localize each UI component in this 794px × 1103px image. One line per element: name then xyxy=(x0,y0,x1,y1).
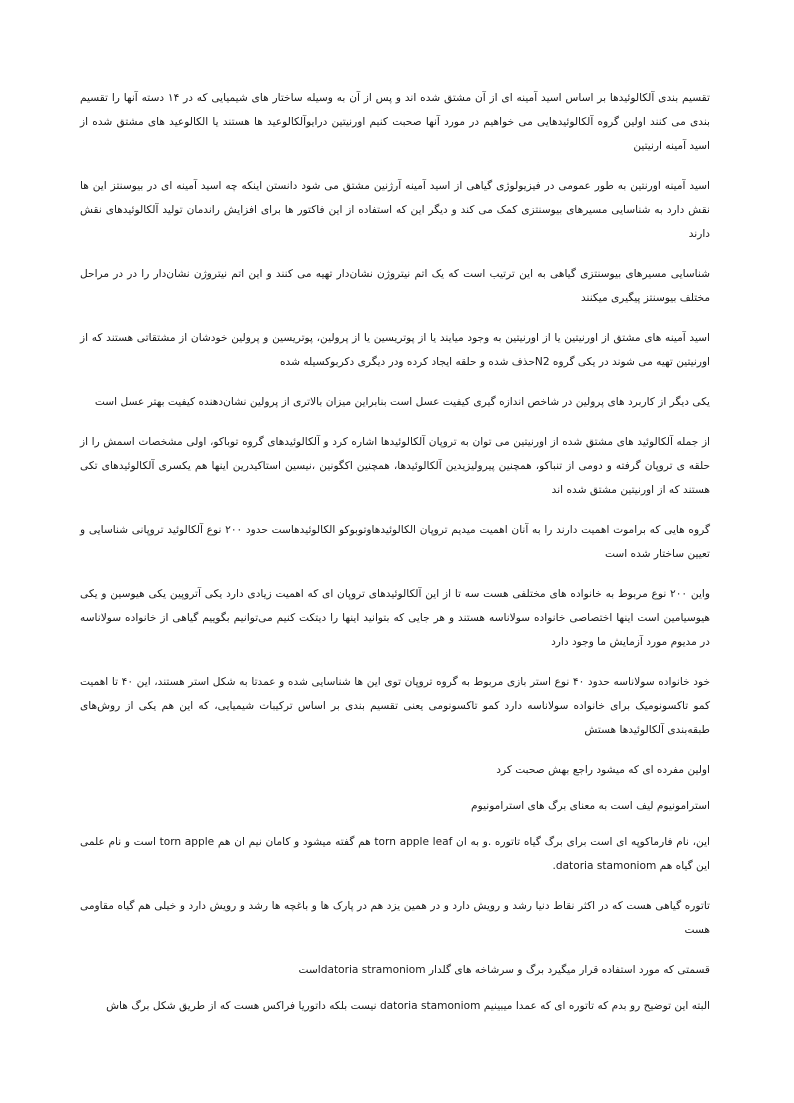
paragraph-datura-growth: تاتوره گیاهی هست که در اکثر نقاط دنیا رشد و رویش دارد و در همین یزد هم در پارک ها و باغچه ها رشد و رویش دارد و خیلی هم گیاه مقاومی هست xyxy=(80,900,710,936)
paragraph-ornithine-origin: اسید آمینه اورنتین به طور عمومی در فیزیولوژی گیاهی از اسید آمینه آرژنین مشتق می شود دانستن اینکه چه اسید آمینه ای در بیوسنتز این ها نقش دارد به شناسایی مسیرهای بیوسنتزی کمک می کند و دیگر این که استفاده از این فاکتور ها برای افزایش راندمان تولید آلکالوئیدهای نقش دارند xyxy=(80,180,710,240)
paragraph-pharmacopoeia-name: این، نام فارماکوپه ای است برای برگ گیاه تاتوره .و به ان torn apple leaf هم گفته میشود و کامان نیم ان هم torn apple است و نام علمی این گیاه هم datoria stamoniom. xyxy=(80,836,710,872)
paragraph-tropane-tobacco: از جمله آلکالوئید های مشتق شده از اورنیتین می توان به تروپان آلکالوئیدها اشاره کرد و آلکالوئیدهای گروه توباکو، اولی مشخصات اسمش را از حلقه ی تروپان گرفته و دومی از تنباکو، همچنین پیرولیزیدین آلکالوئیدها، همچنین اکگونین ،نیسین استاکیدرین اینها هم یکسری آلکالوئیدهای تکی هستند که از اورنیتین مشتق شده اند xyxy=(80,436,710,496)
paragraph-biosynthesis-tracking: شناسایی مسیرهای بیوسنتزی گیاهی به این ترتیب است که یک اتم نیتروژن نشان‌دار تهیه می کنند و این اتم نیتروژن نشان‌دار را در در مراحل مختلف بیوسنتز پیگیری میکنند xyxy=(80,268,710,304)
paragraph-tropane-count: گروه هایی که براموت اهمیت دارند را به آنان اهمیت میدیم تروپان الکالوئیدهاوتوبوکو الکالوئیدهاست حدود ۲۰۰ نوع آلکالوئید تروپانی شناسایی و تعیین ساختار شده است xyxy=(80,524,710,560)
paragraph-chemotaxonomy: خود خانواده سولاناسه حدود ۴۰ نوع استر بازی مربوط به گروه تروپان توی این ها شناسایی شده و عمدتا به شکل استر هستند، این ۴۰ تا اهمیت کمو تاکسونومیک برای خانواده سولاناسه دارد کمو تاکسونومی یعنی تقسیم بندی بر اساس ترکیبات شیمیایی، که این هم یکی از روش‌های طبقه‌بندی آلکالوئیدها هستش xyxy=(80,676,710,736)
paragraph-honey-quality: یکی دیگر از کاربرد های پرولین در شاخص اندازه گیری کیفیت عسل است بنابراین میزان بالاتری از پرولین نشان‌دهنده کیفیت بهتر عسل است xyxy=(94,396,710,408)
paragraph-putrescine-proline: اسید آمینه های مشتق از اورنیتین یا از اورنیتین به وجود میایند یا از پوتریسین یا از پرولین، پوتریسین و پرولین خودشان از مشتقاتی هستند که از اورنیتین تهیه می شوند در یکی گروه N2حذف شده و حلقه ایجاد کرده ودر دیگری دکربوکسیله شده xyxy=(80,332,710,368)
paragraph-used-parts: قسمتی که مورد استفاده قرار میگیرد برگ و سرشاخه های گلدار datoria stramoniomاست xyxy=(298,964,710,976)
paragraph-solanaceae-alkaloids: واین ۲۰۰ نوع مربوط به خانواده های مختلفی هست سه تا از این آلکالوئیدهای تروپان ای که اهمیت زیادی دارد یکی آتروپین یکی هیوسین و یکی هیوسیامین است اینها اختصاصی خانواده سولاناسه هستند و هر جایی که بتوانید اینها را دیتکت کنیم می‌توانیم بگوییم گیاهی از خانواده سولاناسه در مدیوم مورد آزمایش ما وجود دارد xyxy=(80,588,710,648)
paragraph-datura-ferox: البته این توضیح رو بدم که تاتوره ای که عمدا میبینیم datoria stamoniom نیست بلکه داتوریا فراکس هست که از طریق شکل برگ هاش xyxy=(106,1000,710,1012)
paragraph-classification: تقسیم بندی آلکالوئیدها بر اساس اسید آمینه ای از آن مشتق شده اند و پس از آن به وسیله ساختار های شیمیایی که در ۱۴ دسته آنها را تقسیم بندی می کنند اولین گروه آلکالوئیدهایی می خواهیم در مورد آنها صحبت کنیم اورنیتین درایوآلکالوعید ها هستند یا الکالوعید های مشتق شده از اسید آمینه ارنیتین xyxy=(80,92,710,152)
paragraph-first-drug: اولین مفرده ای که میشود راجع بهش صحبت کرد xyxy=(496,764,710,776)
paragraph-stramonium-leaf: استرامونیوم لیف است به معنای برگ های استرامونیوم xyxy=(471,800,710,812)
